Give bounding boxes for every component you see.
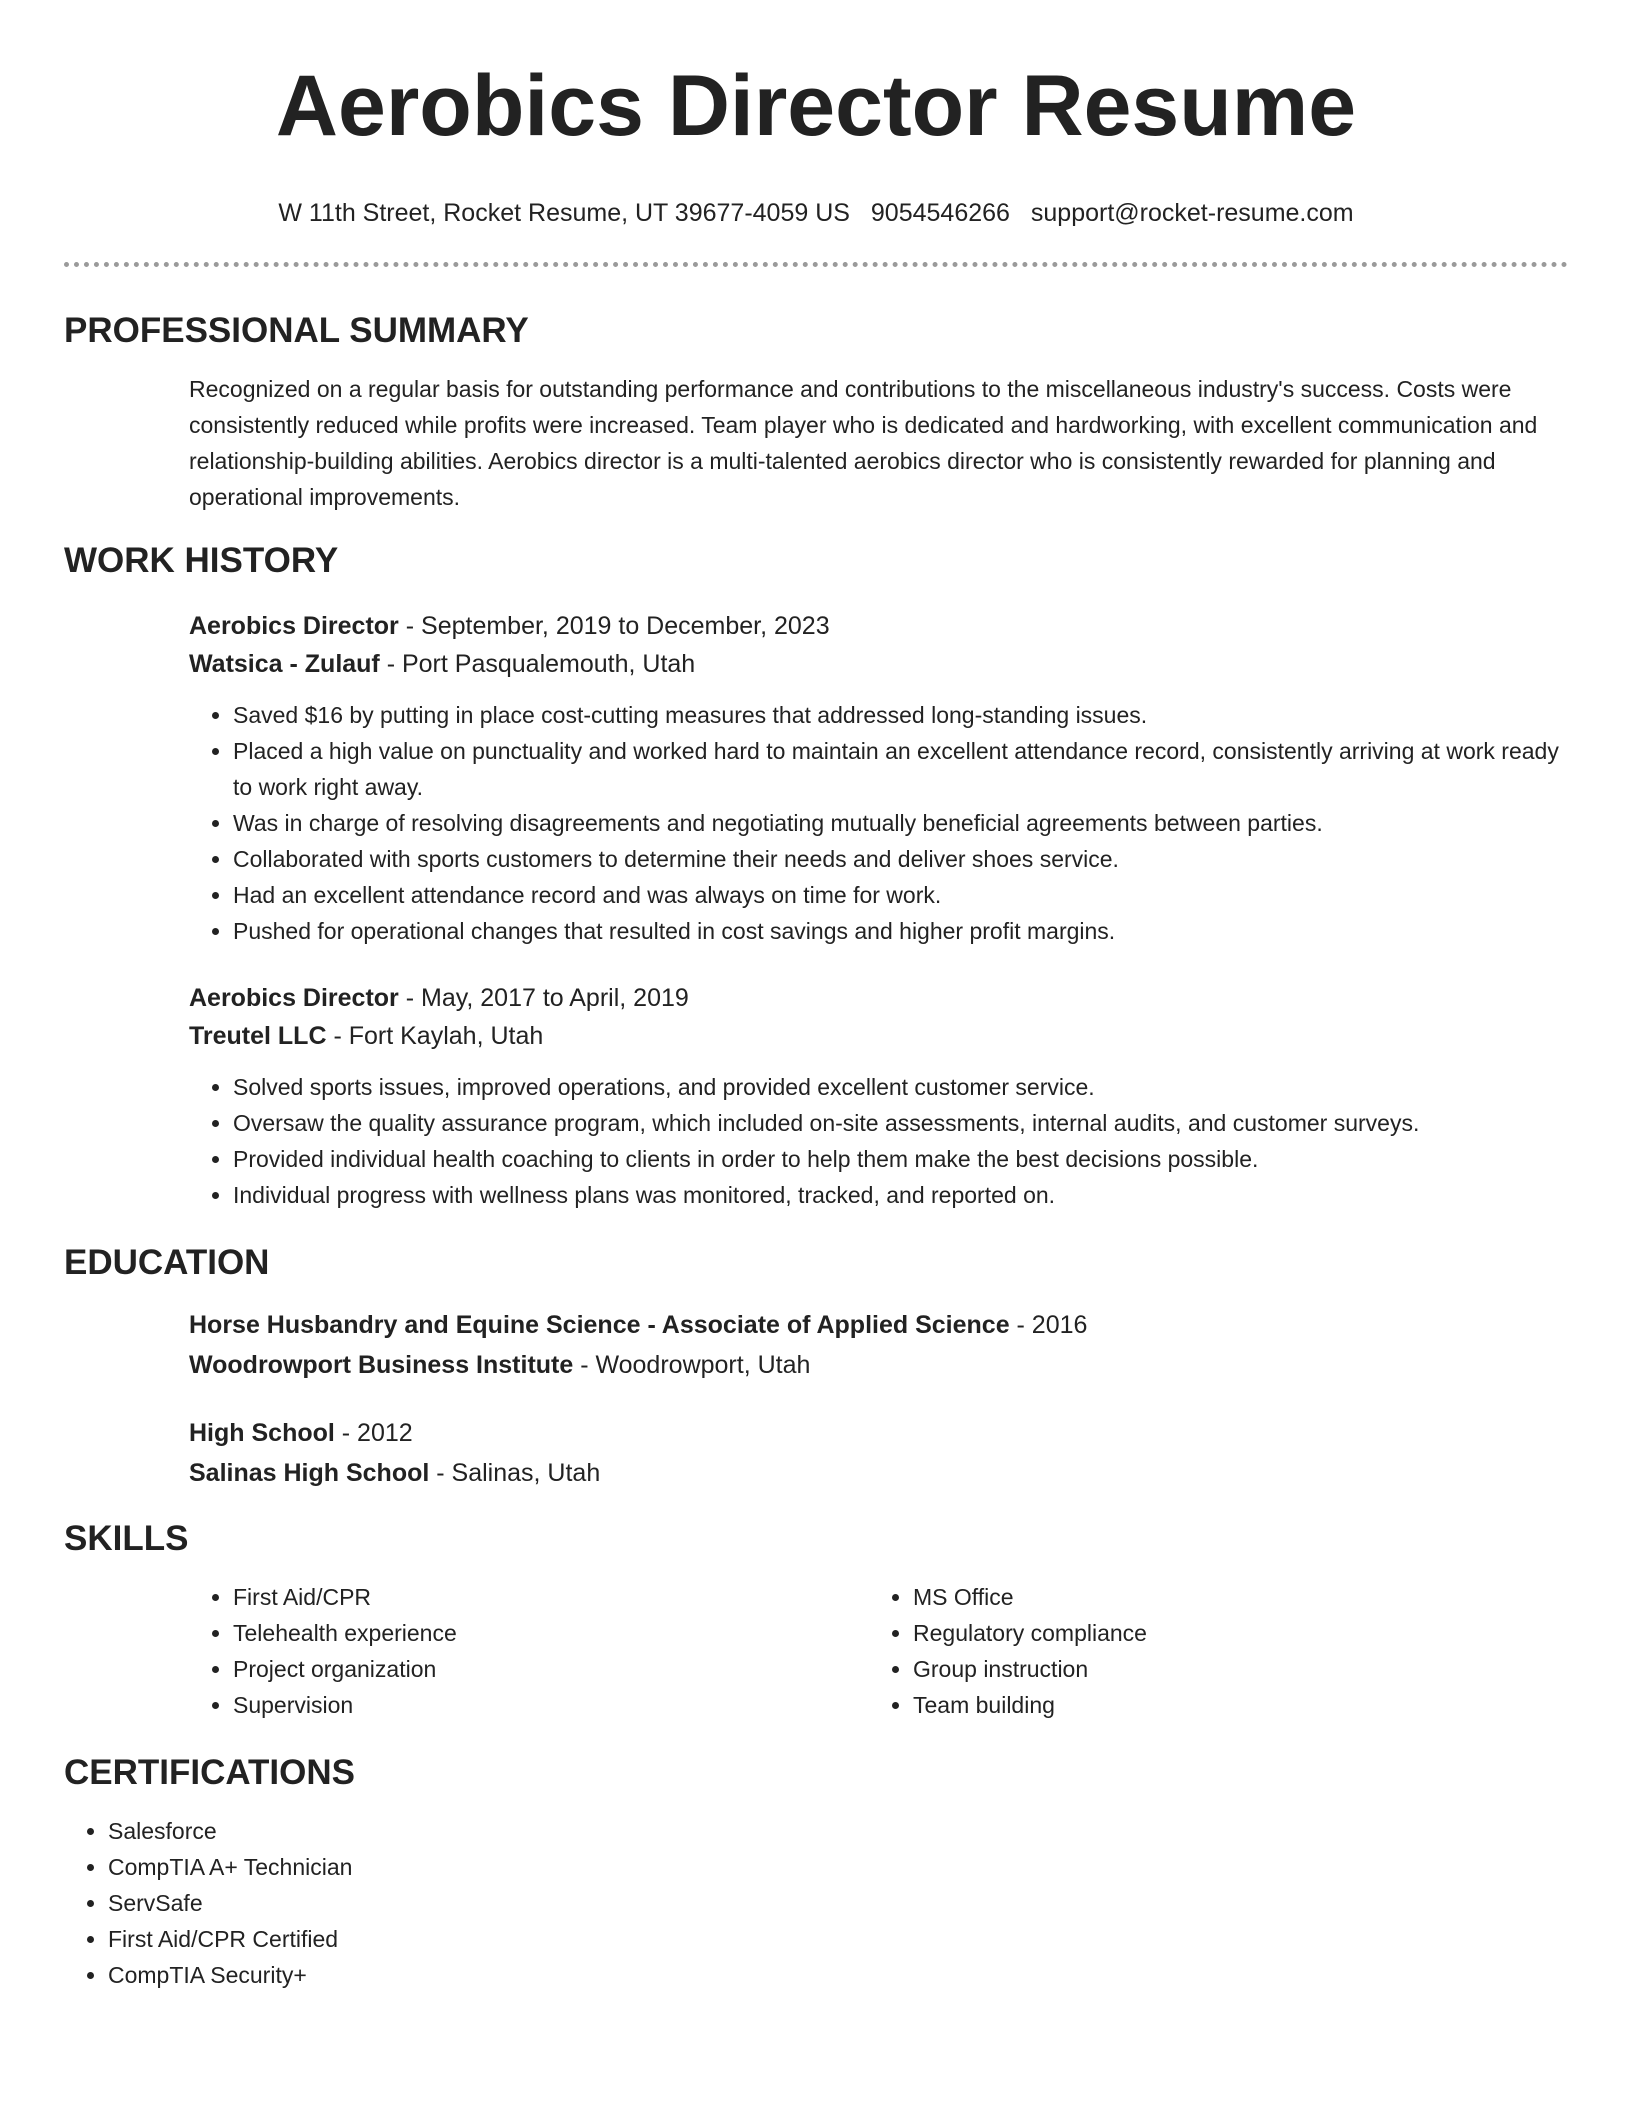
education-school-line xyxy=(189,1453,1568,1493)
list-item: • Collaborated with sports customers to determine their needs and deliver shoes service. xyxy=(233,841,1568,877)
list-item: • Salesforce xyxy=(108,1813,1568,1849)
education-degree-line xyxy=(189,1413,1568,1453)
job-entry xyxy=(189,607,1568,949)
education-location: - Woodrowport, Utah xyxy=(573,1351,811,1379)
skills-column-left xyxy=(189,1579,869,1723)
list-item: • Had an excellent attendance record and was always on time for work. xyxy=(233,877,1568,913)
education-degree-line xyxy=(189,1305,1568,1345)
contact-phone: 9054546266 xyxy=(870,199,1010,227)
summary-section xyxy=(64,311,1568,515)
summary-text: Recognized on a regular basis for outstanding performance and contributions to the miscellaneous industry's success. Costs were consistently reduced while profits were increased. Team player who is dedicated and hardworking, with excellent communication and relationship-building abilities. Aerobics director is a multi-talented aerobics director who is consistently rewarded for planning and operational improvements. xyxy=(189,376,1538,510)
certifications-list xyxy=(64,1813,1568,1993)
job-company: Treutel LLC xyxy=(189,1022,327,1050)
job-bullets xyxy=(189,697,1568,949)
resume-title: Aerobics Director Resume xyxy=(275,58,1357,154)
skills-section xyxy=(64,1519,1568,1723)
education-entry xyxy=(189,1413,1568,1493)
education-degree: High School xyxy=(189,1419,335,1447)
header-divider xyxy=(64,262,1568,267)
job-location: - Port Pasqualemouth, Utah xyxy=(379,650,696,678)
job-company: Watsica - Zulauf xyxy=(189,650,380,678)
education-year: - 2016 xyxy=(1009,1311,1088,1339)
list-item: • Group instruction xyxy=(913,1651,1549,1687)
job-dates: - September, 2019 to December, 2023 xyxy=(398,612,830,640)
work-heading: WORK HISTORY xyxy=(64,541,339,580)
list-item: • Pushed for operational changes that resulted in cost savings and higher profit margins. xyxy=(233,913,1568,949)
job-location: - Fort Kaylah, Utah xyxy=(326,1022,544,1050)
work-section xyxy=(64,541,1568,1213)
job-role: Aerobics Director xyxy=(189,612,399,640)
education-year: - 2012 xyxy=(334,1419,413,1447)
certifications-heading: CERTIFICATIONS xyxy=(64,1753,356,1792)
job-title-line xyxy=(189,979,1568,1017)
skills-columns xyxy=(189,1579,1568,1723)
list-item: • Placed a high value on punctuality and worked hard to maintain an excellent attendance record, consistently arriving at work ready to work right away. xyxy=(233,733,1568,805)
list-item: • Telehealth experience xyxy=(233,1615,869,1651)
skills-heading: SKILLS xyxy=(64,1519,189,1558)
education-location: - Salinas, Utah xyxy=(429,1459,601,1487)
list-item: • ServSafe xyxy=(108,1885,1568,1921)
job-title-line xyxy=(189,607,1568,645)
contact-address: W 11th Street, Rocket Resume, UT 39677-4059 US xyxy=(278,199,850,227)
list-item: • Saved $16 by putting in place cost-cutting measures that addressed long-standing issues. xyxy=(233,697,1568,733)
list-item: • MS Office xyxy=(913,1579,1549,1615)
list-item: • Oversaw the quality assurance program, which included on-site assessments, internal audits, and customer surveys. xyxy=(233,1105,1568,1141)
list-item: • Team building xyxy=(913,1687,1549,1723)
job-role: Aerobics Director xyxy=(189,984,399,1012)
education-degree: Horse Husbandry and Equine Science - Associate of Applied Science xyxy=(189,1311,1010,1339)
list-item: • Regulatory compliance xyxy=(913,1615,1549,1651)
list-item: • Was in charge of resolving disagreements and negotiating mutually beneficial agreements between parties. xyxy=(233,805,1568,841)
certifications-section xyxy=(64,1753,1568,1993)
skills-column-right xyxy=(869,1579,1549,1723)
education-heading: EDUCATION xyxy=(64,1243,270,1282)
job-dates: - May, 2017 to April, 2019 xyxy=(398,984,689,1012)
education-entry xyxy=(189,1305,1568,1385)
list-item: • CompTIA Security+ xyxy=(108,1957,1568,1993)
list-item: • Provided individual health coaching to clients in order to help them make the best decisions possible. xyxy=(233,1141,1568,1177)
list-item: • Supervision xyxy=(233,1687,869,1723)
list-item: • Individual progress with wellness plans was monitored, tracked, and reported on. xyxy=(233,1177,1568,1213)
job-bullets xyxy=(189,1069,1568,1213)
list-item: • CompTIA A+ Technician xyxy=(108,1849,1568,1885)
job-company-line xyxy=(189,1017,1568,1055)
list-item: • Solved sports issues, improved operations, and provided excellent customer service. xyxy=(233,1069,1568,1105)
education-school: Salinas High School xyxy=(189,1459,430,1487)
education-section xyxy=(64,1243,1568,1493)
skills-list xyxy=(189,1579,869,1723)
list-item: • First Aid/CPR Certified xyxy=(108,1921,1568,1957)
list-item: • First Aid/CPR xyxy=(233,1579,869,1615)
education-school-line xyxy=(189,1345,1568,1385)
contact-email: support@rocket-resume.com xyxy=(1030,199,1354,227)
education-school: Woodrowport Business Institute xyxy=(189,1351,574,1379)
summary-heading: PROFESSIONAL SUMMARY xyxy=(64,311,529,350)
skills-list xyxy=(869,1579,1549,1723)
job-entry xyxy=(189,979,1568,1213)
job-company-line xyxy=(189,645,1568,683)
contact-line xyxy=(64,198,1568,228)
list-item: • Project organization xyxy=(233,1651,869,1687)
